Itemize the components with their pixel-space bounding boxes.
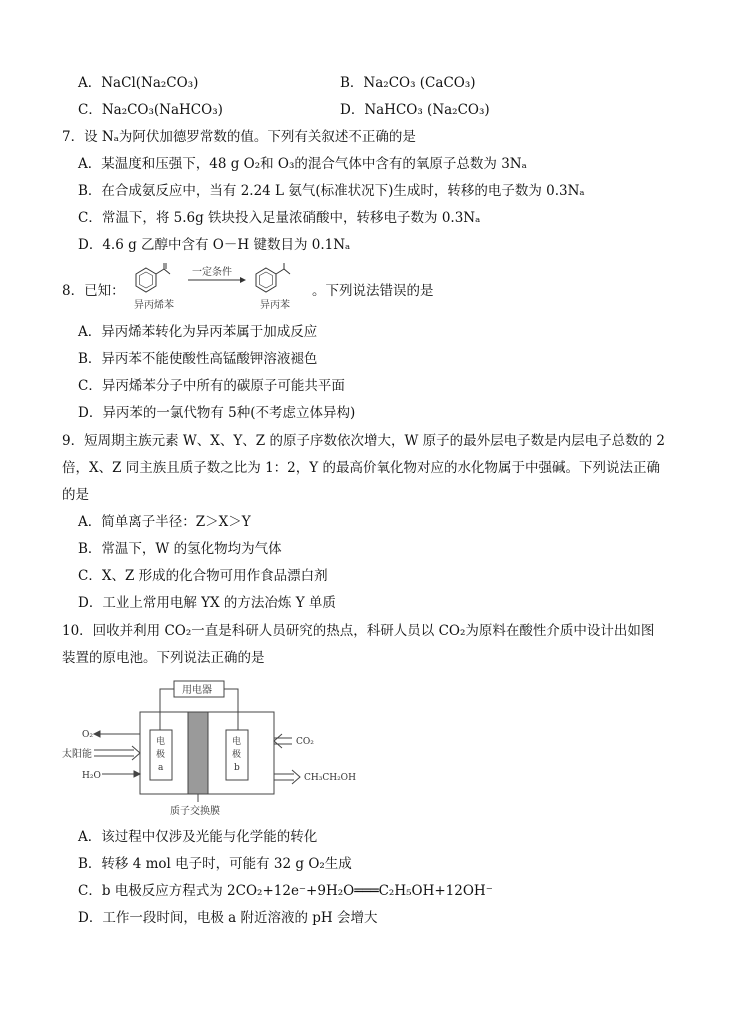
h2o-label: H₂O <box>82 771 101 781</box>
electrode-b-label-2: 极 <box>232 750 242 760</box>
electrode-b-label-1: 电 <box>232 737 242 747</box>
o2-label: O₂ <box>82 730 93 740</box>
reaction-condition: 一定条件 <box>192 267 232 278</box>
q7-option-b: B．在合成氨反应中，当有 2.24 L 氨气(标准状况下)生成时，转移的电子数为 0.3Nₐ <box>78 183 585 199</box>
q10-option-c: C．b 电极反应方程式为 2CO₂+12e⁻+9H₂O═══C₂H₅OH+12OH⁻ <box>78 883 493 899</box>
membrane-label: 质子交换膜 <box>170 806 220 817</box>
q9-option-b: B．常温下，W 的氢化物均为气体 <box>78 541 282 557</box>
q8-reaction-scheme <box>128 262 308 312</box>
q8-stem-prefix: 8．已知： <box>62 283 125 299</box>
q8-option-d: D．异丙苯的一氯代物有 5种(不考虑立体异构) <box>78 405 356 421</box>
q10-stem-line-2: 装置的原电池。下列说法正确的是 <box>62 650 265 666</box>
q8-option-c: C．异丙烯苯分子中所有的碳原子可能共平面 <box>78 378 345 394</box>
electrode-a-label-1: 电 <box>156 737 166 747</box>
q7-option-a: A．某温度和压强下，48 g O₂和 O₃的混合气体中含有的氧原子总数为 3Nₐ <box>78 156 527 172</box>
q9-option-c: C．X、Z 形成的化合物可用作食品漂白剂 <box>78 568 328 584</box>
appliance-label: 用电器 <box>182 685 212 696</box>
electrode-b-label-3: b <box>234 763 240 773</box>
q9-stem-line-1: 9．短周期主族元素 W、X、Y、Z 的原子序数依次增大，W 原子的最外层电子数是内层电子总数的 2 <box>62 433 665 449</box>
q6-option-b: B．Na₂CO₃ (CaCO₃) <box>340 75 476 91</box>
q7-option-c: C．常温下，将 5.6g 铁块投入足量浓硝酸中，转移电子数为 0.3Nₐ <box>78 210 481 226</box>
q8-option-a: A．异丙烯苯转化为异丙苯属于加成反应 <box>78 324 318 340</box>
q10-option-d: D．工作一段时间，电极 a 附近溶液的 pH 会增大 <box>78 910 378 926</box>
q9-stem-line-2: 倍，X、Z 同主族且质子数之比为 1：2，Y 的最高价氧化物对应的水化物属于中强碱。下列说法正确 <box>62 460 660 476</box>
co2-label: CO₂ <box>296 737 314 747</box>
q6-option-d: D．NaHCO₃ (Na₂CO₃) <box>340 102 490 118</box>
q10-option-b: B．转移 4 mol 电子时，可能有 32 g O₂生成 <box>78 856 352 872</box>
q9-option-d: D．工业上常用电解 YX 的方法冶炼 Y 单质 <box>78 595 336 611</box>
q6-option-a: A．NaCl(Na₂CO₃) <box>78 75 199 91</box>
product-label: 异丙苯 <box>260 300 290 311</box>
q9-stem-line-3: 的是 <box>62 487 89 503</box>
electrode-a-label-2: 极 <box>156 750 166 760</box>
q10-option-a: A．该过程中仅涉及光能与化学能的转化 <box>78 829 318 845</box>
q7-stem: 7．设 Nₐ为阿伏加德罗常数的值。下列有关叙述不正确的是 <box>62 129 416 145</box>
q10-stem-line-1: 10．回收并利用 CO₂一直是科研人员研究的热点，科研人员以 CO₂为原料在酸性介质中设计出如图 <box>62 623 655 639</box>
q10-cell-diagram <box>62 674 372 822</box>
reactant-label: 异丙烯苯 <box>134 300 174 311</box>
q9-option-a: A．简单离子半径：Z＞X＞Y <box>78 514 251 530</box>
q8-stem-suffix: 。下列说法错误的是 <box>312 283 434 299</box>
proton-exchange-membrane <box>188 712 208 794</box>
ethanol-label: CH₃CH₂OH <box>304 773 356 783</box>
q7-option-d: D．4.6 g 乙醇中含有 O－H 键数目为 0.1Nₐ <box>78 237 351 253</box>
reactant-benzene-ring <box>136 263 170 292</box>
q6-option-c: C．Na₂CO₃(NaHCO₃) <box>78 102 223 118</box>
product-benzene-ring <box>256 263 290 292</box>
electrode-a-label-3: a <box>158 763 164 773</box>
q8-option-b: B．异丙苯不能使酸性高锰酸钾溶液褪色 <box>78 351 318 367</box>
solar-energy-label: 太阳能 <box>62 749 92 760</box>
